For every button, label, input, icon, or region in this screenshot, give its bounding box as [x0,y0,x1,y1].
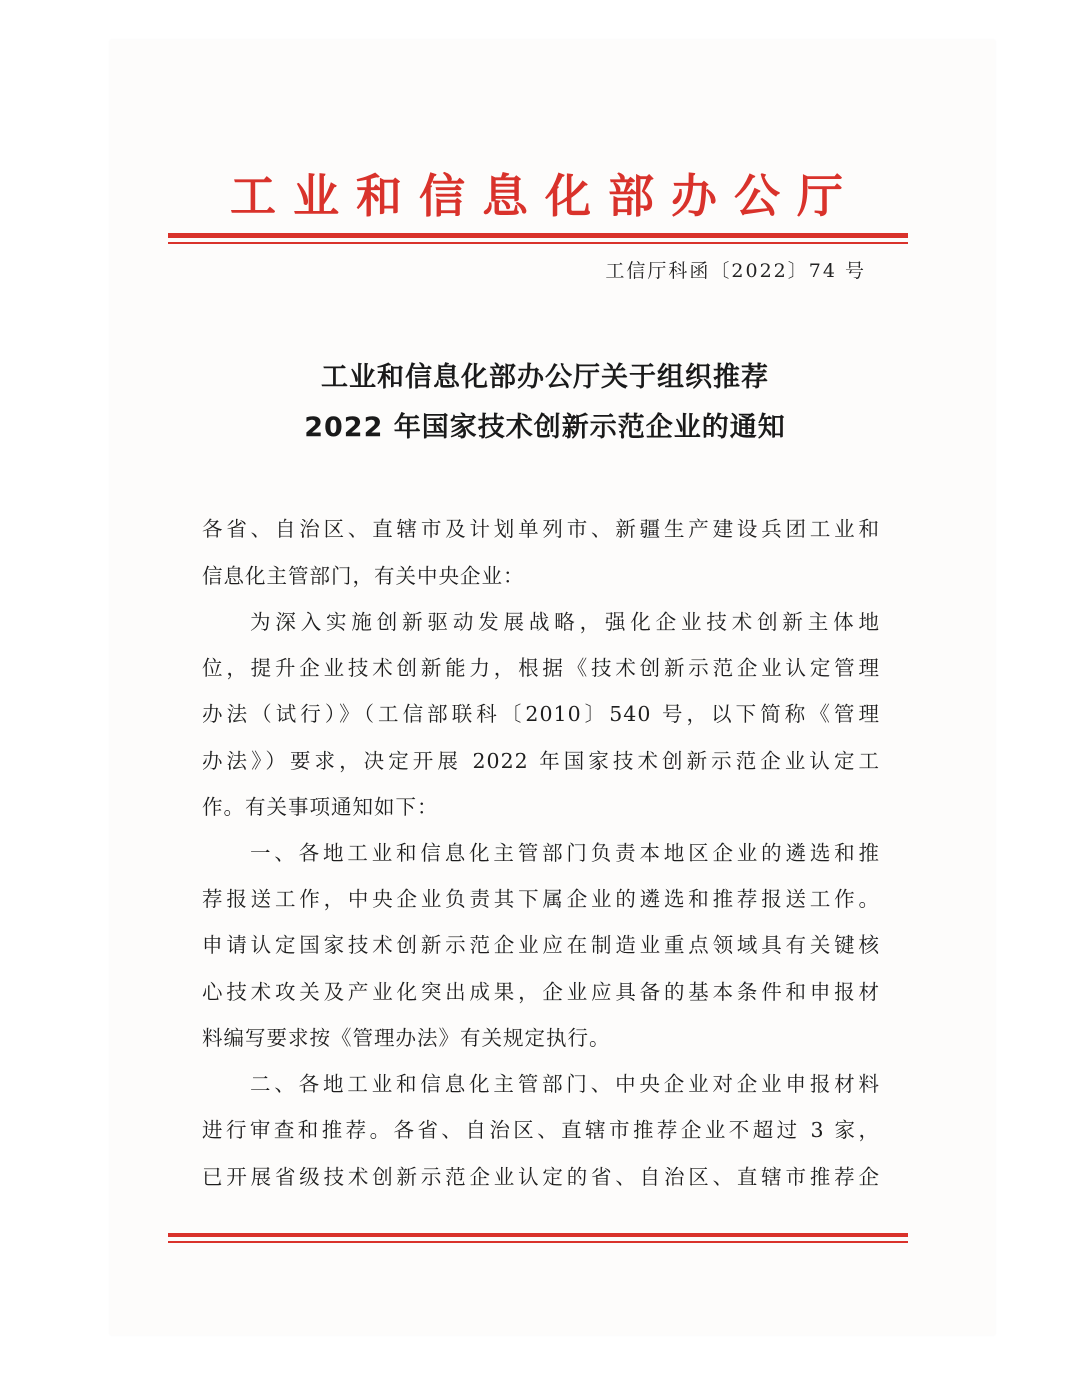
body-line: 信息化主管部门，有关中央企业： [202,564,525,588]
body-line: 已开展省级技术创新示范企业认定的省、自治区、直辖市推荐企 [202,1165,880,1189]
body-line: 二、各地工业和信息化主管部门、中央企业对企业申报材料 [250,1072,880,1096]
body-line: 荐报送工作，中央企业负责其下属企业的遴选和推荐报送工作。 [202,887,880,911]
footer-red-rule-thick [168,1233,908,1237]
header-red-rule-thick [168,233,908,238]
body-line: 位，提升企业技术创新能力，根据《技术创新示范企业认定管理 [202,656,880,680]
body-line: 料编写要求按《管理办法》有关规定执行。 [202,1026,611,1050]
body-line: 各省、自治区、直辖市及计划单列市、新疆生产建设兵团工业和 [202,517,880,541]
document-number: 工信厅科函〔2022〕74 号 [605,260,866,282]
footer-red-rule-thin [168,1241,908,1243]
body-line: 办法（试行）》（工信部联科〔2010〕540 号，以下简称《管理 [202,702,880,726]
body-line: 进行审查和推荐。各省、自治区、直辖市推荐企业不超过 3 家， [202,1118,880,1142]
body-line: 申请认定国家技术创新示范企业应在制造业重点领域具有关键核 [202,933,880,957]
body-line: 心技术攻关及产业化突出成果，企业应具备的基本条件和申报材 [202,980,880,1004]
body-line: 为深入实施创新驱动发展战略，强化企业技术创新主体地 [250,610,880,634]
body-line: 作。有关事项通知如下： [202,795,439,819]
document-title-line-1: 工业和信息化部办公厅关于组织推荐 [321,362,769,393]
issuing-organization-header: 工业和信息化部办公厅 [230,169,860,223]
body-line: 办法》）要求，决定开展 2022 年国家技术创新示范企业认定工 [202,749,880,773]
header-red-rule-thin [168,242,908,244]
document-title-line-2: 2022 年国家技术创新示范企业的通知 [304,412,786,443]
body-line: 一、各地工业和信息化主管部门负责本地区企业的遴选和推 [250,841,880,865]
